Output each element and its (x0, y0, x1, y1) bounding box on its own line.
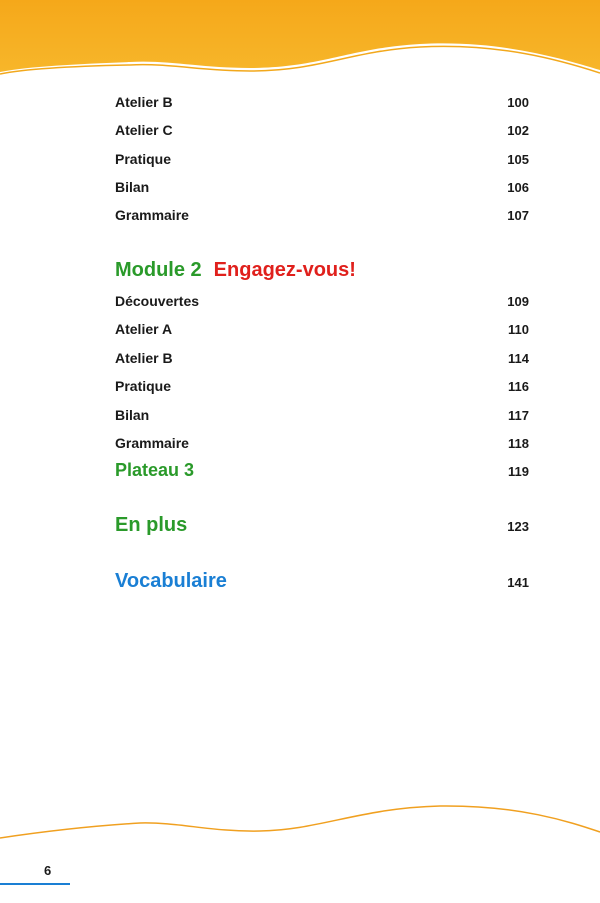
entry-label: Grammaire (115, 207, 189, 223)
toc-entry[interactable] (115, 407, 529, 423)
footer-wave-line (0, 806, 600, 838)
page-number-rule (0, 883, 70, 885)
entry-label: En plus (115, 514, 188, 536)
entry-label: Bilan (115, 179, 150, 195)
toc-entry[interactable] (115, 179, 529, 195)
entry-label: Pratique (115, 151, 172, 167)
module-title: Engagez-vous! (213, 259, 356, 281)
toc-entry[interactable] (115, 293, 529, 309)
toc-entry[interactable] (115, 122, 529, 138)
module-heading (115, 259, 529, 282)
entry-label: Atelier A (115, 321, 173, 337)
toc-entry[interactable] (115, 435, 529, 451)
module-number: Module 2 (115, 259, 202, 281)
page-number: 6 (44, 863, 52, 878)
entry-page: 105 (507, 152, 529, 167)
toc-entry[interactable] (115, 321, 529, 337)
entry-page: 106 (507, 180, 529, 195)
header-band (0, 0, 600, 72)
entry-page: 119 (508, 464, 529, 479)
entry-page: 109 (507, 294, 529, 309)
entry-label: Plateau 3 (115, 460, 195, 480)
entry-label: Atelier B (115, 94, 173, 110)
toc-entry[interactable] (115, 350, 529, 366)
toc-entry-vocabulaire[interactable] (115, 570, 529, 593)
entry-label: Pratique (115, 378, 172, 394)
toc-entry[interactable] (115, 151, 529, 167)
entry-page: 110 (508, 322, 529, 337)
entry-label: Découvertes (115, 293, 200, 309)
entry-page: 116 (508, 379, 529, 394)
entry-page: 117 (508, 408, 529, 423)
toc-entry[interactable] (115, 94, 529, 110)
entry-page: 118 (508, 436, 529, 451)
entry-page: 100 (507, 95, 529, 110)
entry-page: 141 (507, 575, 529, 590)
toc-entry[interactable] (115, 207, 529, 223)
entry-label: Grammaire (115, 435, 189, 451)
entry-page: 114 (508, 351, 529, 366)
entry-label: Atelier B (115, 350, 173, 366)
entry-page: 123 (507, 519, 529, 534)
entry-label: Atelier C (115, 122, 173, 138)
entry-label: Bilan (115, 407, 150, 423)
entry-page: 107 (507, 208, 529, 223)
toc-entry[interactable] (115, 378, 529, 394)
toc-entry-en-plus[interactable] (115, 514, 529, 537)
entry-page: 102 (507, 123, 529, 138)
toc-entry-plateau[interactable] (115, 460, 529, 481)
entry-label: Vocabulaire (115, 570, 227, 592)
